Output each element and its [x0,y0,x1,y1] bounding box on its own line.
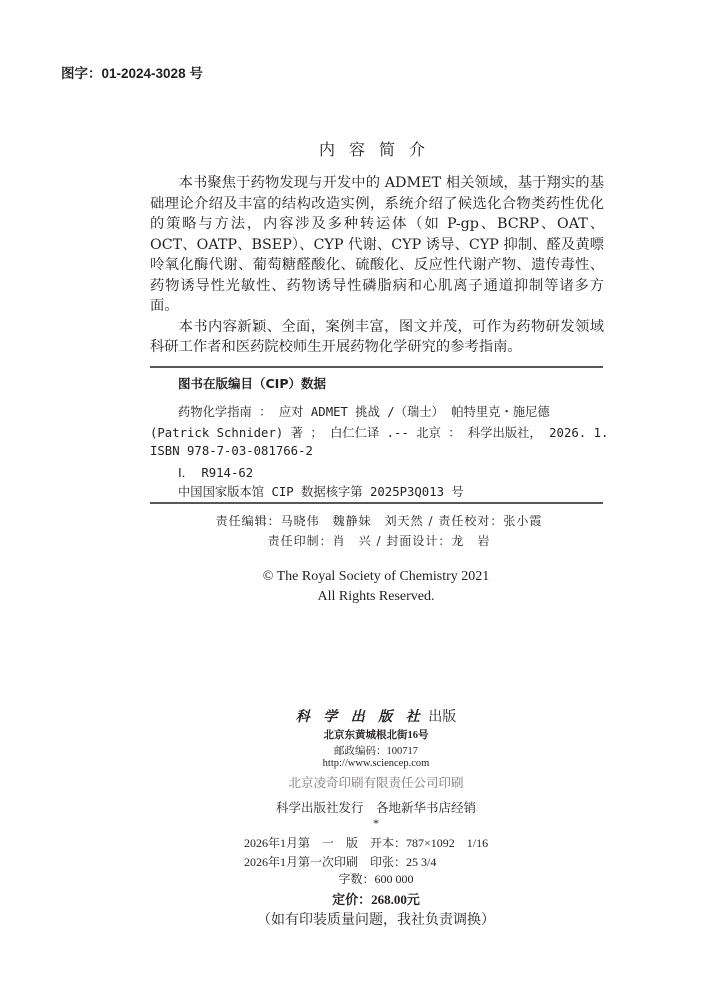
copyright-line: © The Royal Society of Chemistry 2021 [262,569,490,584]
rights-reserved: All Rights Reserved. [317,589,435,604]
publisher-logo-text: 科 学 出 版 社 [295,710,425,725]
summary-paragraph-2: 本书内容新颖、全面，案例丰富，图文并茂，可作为药物研发领域科研工作者和医药院校师生开展药物化学研究的参考指南。 [150,318,604,355]
summary-title: 内容简介 [318,140,439,159]
printing-line: 2026年1月第一次印刷 印张：25 3/4 [244,855,437,869]
cip-classification: Ⅰ． R914-62 [178,466,254,480]
cip-heading: 图书在版编目（CIP）数据 [178,376,326,391]
summary-paragraph-1: 本书聚焦于药物发现与开发中的 ADMET 相关领域，基于翔实的基础理论介绍及丰富的结构改造实例，系统介绍了候选化合物类药性优化的策略与方法，内容涉及多种转运体（如 P-gp、BCRP、OAT、OCT、OATP、BSEP）、CYP 代谢、CYP 诱导、CYP 抑制、醛及黄嘌呤氧化酶代谢、葡萄糖醛酸化、硫酸化、反应性代谢产物、遗传毒性、药物诱导性光敏性、药物诱导性磷脂病和心肌离子通道抑制等诸多方面。 [150,175,604,314]
editor-credits: 责任编辑：马晓伟 魏静妹 刘天然 / 责任校对：张小霞 [215,514,543,528]
publisher-line [0,706,720,726]
production-credits: 责任印制：肖 兴 / 封面设计：龙 岩 [267,534,491,548]
copyright-registration-number: 图字：01-2024-3028 号 [61,66,203,81]
cip-top-rule [150,366,603,368]
separator-asterisk: * [373,816,379,830]
edition-line: 2026年1月第 一 版 开本：787×1092 1/16 [244,836,489,850]
cip-bottom-rule [150,502,603,504]
quality-notice: （如有印装质量问题，我社负责调换） [257,913,495,928]
publisher-website: http://www.sciencep.com [322,758,430,769]
price: 定价：268.00元 [332,892,420,907]
word-count: 字数：600 000 [338,872,414,886]
cip-title-line: 药物化学指南 ： 应对 ADMET 挑战 /（瑞士） 帕特里克・施尼德 [178,405,550,419]
publisher-postcode: 邮政编码：100717 [334,746,418,757]
printer-name: 北京凌奇印刷有限责任公司印刷 [288,776,464,790]
cip-isbn: ISBN 978-7-03-081766-2 [150,444,313,458]
publisher-suffix: 出版 [428,710,457,725]
summary-body [150,173,604,358]
cip-author-line: (Patrick Schnider) 著 ； 白仁仁译 .-- 北京 ： 科学出版社， 2026. 1. [150,426,609,440]
cip-number: 中国国家版本馆 CIP 数据核字第 2025P3Q013 号 [178,485,464,499]
publisher-address: 北京东黄城根北街16号 [323,730,429,741]
distribution-line: 科学出版社发行 各地新华书店经销 [275,801,476,815]
